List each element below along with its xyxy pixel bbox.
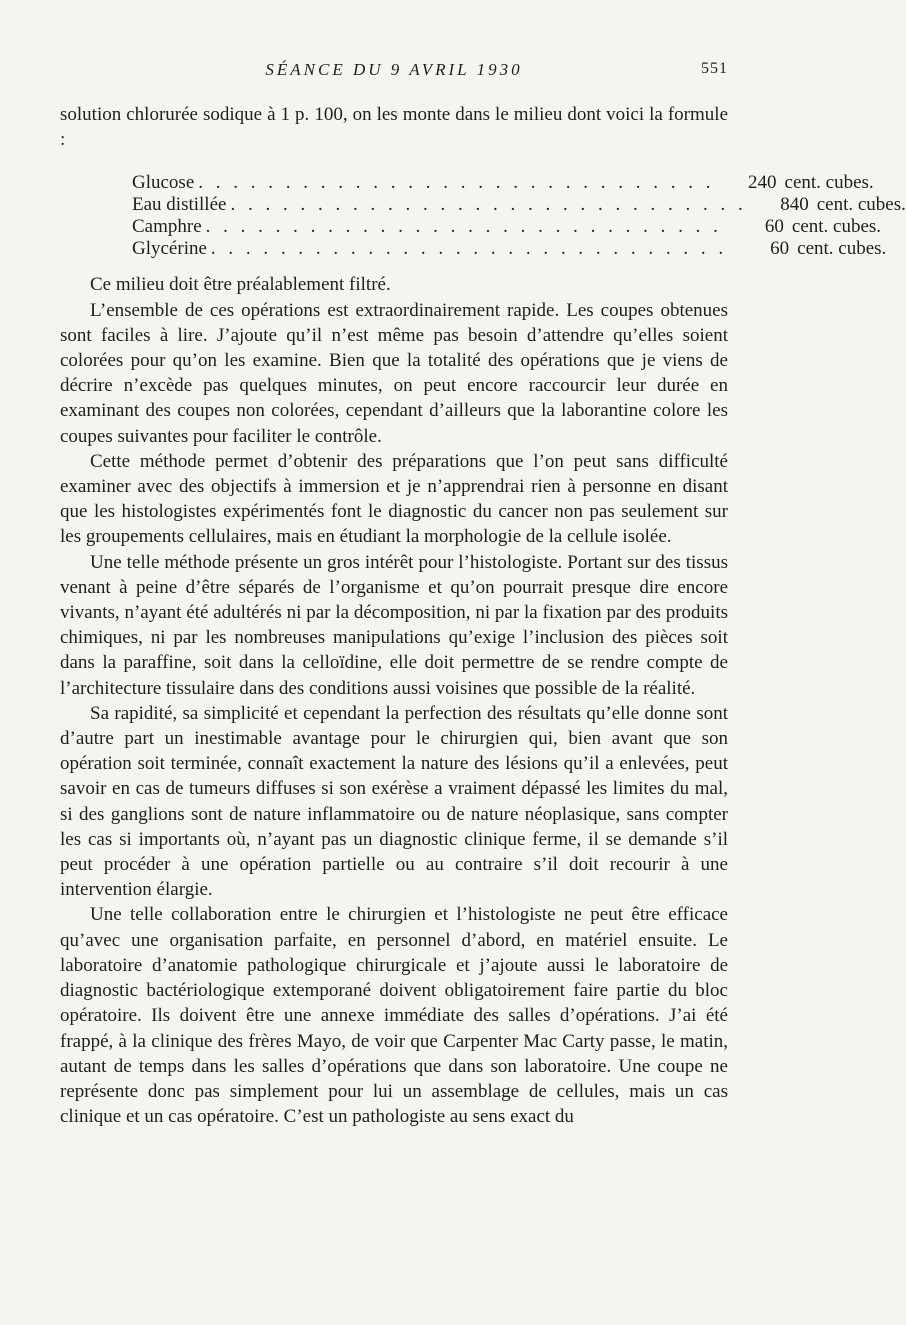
paragraph-rapidity: L’ensemble de ces opérations est extraordinairement rapide. Les coupes obtenues sont faciles à lire. J’ajoute qu’il n’est même pas besoin d’attendre qu’elles soient colorées pour qu’on les examine. Bien que la totalité des opérations que je viens de décrire n’excède pas quelques minutes, on peut encore raccourcir leur durée en examinant des coupes non colorées, cependant d’ailleurs que la laborantine colore les coupes suivantes pour faciliter le contrôle. xyxy=(60,299,728,447)
intro-text: solution chlorurée sodique à 1 p. 100, on les monte dans le milieu dont voici la formule : xyxy=(60,104,728,151)
leader-dots: . . . . . . . . . . . . . . . . . . . . . . . . . . . . . . xyxy=(230,194,747,216)
formula-unit: cent. cubes. xyxy=(791,216,882,238)
paragraph-collaboration: Une telle collaboration entre le chirurgien et l’histologiste ne peut être efficace qu’avec une organisation parfaite, en personnel d’abord, en matériel ensuite. Le laboratoire d’anatomie pathologique chirurgicale et j’ajoute aussi le laboratoire de diagnostic bactériologique extemporané doivent obligatoirement faire partie du bloc opératoire. Ils doivent être une annexe immédiate des salles d’opérations. J’ai été frappé, à la clinique des frères Mayo, de voir que Carpenter Mac Carty passe, le matin, autant de temps dans les salles d’opérations que dans son laboratoire. Une coupe ne représente donc pas simplement pour lui un assemblage de cellules, mais un cas clinique et un cas opératoire. C’est un pathologiste au sens exact du xyxy=(60,904,728,1128)
leader-dots: . . . . . . . . . . . . . . . . . . . . . . . . . . . . . . xyxy=(198,172,715,194)
page-number: 551 xyxy=(701,60,728,77)
formula-row-camphre xyxy=(132,216,882,238)
paragraph-surgeon: Sa rapidité, sa simplicité et cependant la perfection des résultats qu’elle donne sont d’autre part un inestimable avantage pour le chirurgien qui, bien avant que son opération soit terminée, connaît exactement la nature des lésions qu’il a enlevées, peut savoir en cas de tumeurs diffuses si son exérèse a vraiment dépassé les limites du mal, si des ganglions sont de nature inflammatoire ou de nature néoplasique, sans compter les cas si importants où, n’ayant pas un diagnostic clinique ferme, il se demande s’il peut procéder à une opération partielle ou au contraire s’il doit recourir à une intervention élargie. xyxy=(60,702,728,901)
formula-ingredient: Camphre xyxy=(132,216,202,238)
leader-dots: . . . . . . . . . . . . . . . . . . . . . . . . . . . . . . xyxy=(205,216,722,238)
paragraph-histologist: Une telle méthode présente un gros intérêt pour l’histologiste. Portant sur des tissus venant à peine d’être séparés de l’organisme et qu’on pourrait presque dire encore vivants, n’ayant été adultérés ni par la décomposition, ni par la fixation par des produits chimiques, ni par les nombreuses manipulations qu’exige l’inclusion des pièces soit dans la paraffine, soit dans la celloïdine, elle doit permettre de se rendre compte de l’architecture tissulaire dans des conditions aussi voisines que possible de la réalité. xyxy=(60,551,728,699)
paragraph-method: Cette méthode permet d’obtenir des préparations que l’on peut sans difficulté examiner avec des objectifs à immersion et je n’apprendrai rien à personne en disant que les histologistes expérimentés font le diagnostic du cancer non pas seulement sur les groupements cellulaires, mais en étudiant la morphologie de la cellule isolée. xyxy=(60,450,728,548)
formula-row-eau xyxy=(132,194,906,216)
header-title: SÉANCE DU 9 AVRIL 1930 xyxy=(265,60,523,79)
formula-unit: cent. cubes. xyxy=(784,172,874,194)
formula-table xyxy=(132,172,906,260)
formula-row-glucose xyxy=(132,172,874,194)
formula-row-glycerine xyxy=(132,238,887,260)
running-header xyxy=(60,60,728,86)
formula-quantity: 60 xyxy=(770,238,790,260)
formula-ingredient: Glucose xyxy=(132,172,195,194)
formula-unit: cent. cubes. xyxy=(797,238,887,260)
leader-dots: . . . . . . . . . . . . . . . . . . . . . . . . . . . . . . xyxy=(210,238,728,260)
formula-quantity: 840 xyxy=(780,194,809,216)
formula-quantity: 60 xyxy=(764,216,784,238)
paragraph-filtration: Ce milieu doit être préalablement filtré. xyxy=(90,274,391,296)
formula-quantity: 240 xyxy=(748,172,777,194)
formula-unit: cent. cubes. xyxy=(816,194,906,216)
formula-ingredient: Eau distillée xyxy=(132,194,227,216)
page-body xyxy=(60,102,906,1129)
formula-ingredient: Glycérine xyxy=(132,238,207,260)
